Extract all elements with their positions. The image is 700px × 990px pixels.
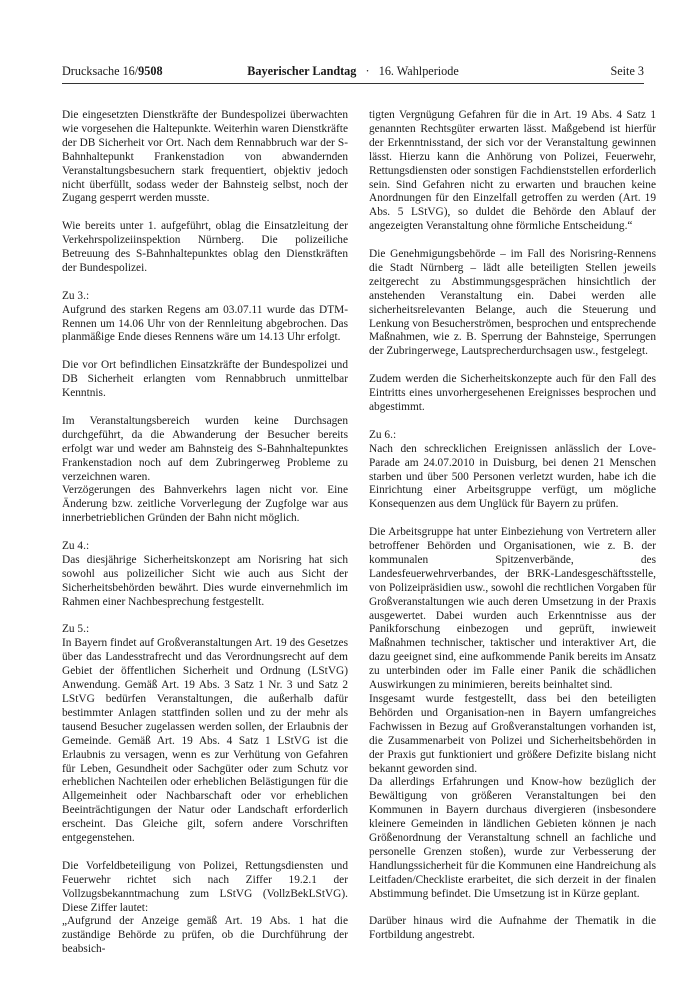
right-column xyxy=(369,109,656,943)
header-separator: · xyxy=(365,64,370,78)
quote-paragraph: „Aufgrund der Anzeige gemäß Art. 19 Abs. 1 hat die zuständige Behörde zu prüfen, ob die Durchführung der beabsich- xyxy=(62,915,348,956)
paragraph: Die Arbeitsgruppe hat unter Einbeziehung von Vertretern aller betroffener Behörden und Organisationen, wie z. B. der kommunalen Spitzenverbände, des Landesfeuerwehrverbandes, der BRK-Landesgeschäftsstelle, von Polizeipräsidien usw., sowohl die rechtlichen Vorgaben für Großveranstaltungen wie auch deren Umsetzung in der Praxis ausgewertet. Dabei wurden auch Erkenntnisse aus der Panikforschung einbezogen und geprüft, inwieweit Maßnahmen technischer, taktischer und interaktiver Art, die dazu geeignet sind, eine aufkommende Panik bereits im Ansatz zu unterbinden oder im Falle einer Panik die schädlichen Auswirkungen zu minimieren, bereits beinhaltet sind. xyxy=(369,526,656,692)
paragraph: Darüber hinaus wird die Aufnahme der Thematik in die Fortbildung angestrebt. xyxy=(369,915,656,942)
section-heading: Zu 5.: xyxy=(62,623,90,636)
paragraph: Verzögerungen des Bahnverkehrs lagen nicht vor. Eine Änderung bzw. zeitliche Vorverlegung der Zugfolge war aus innerbetrieblichen Gründen der Bahn nicht möglich. xyxy=(62,484,348,525)
header-center xyxy=(62,62,644,80)
paragraph: Die Vorfeldbeteiligung von Polizei, Rettungsdiensten und Feuerwehr richtet sich nach Ziffer 19.2.1 der Vollzugsbekanntmachung zum LStVG (VollzBekLStVG). Diese Ziffer lautet: xyxy=(62,859,348,914)
paragraph: Zudem werden die Sicherheitskonzepte auch für den Fall des Eintritts eines unvorhergesehenen Ereignisses besprochen und abgestimmt. xyxy=(369,373,656,413)
paragraph: Da allerdings Erfahrungen und Know-how bezüglich der Bewältigung von größeren Veranstaltungen bei den Kommunen in Bayern durchaus divergieren (insbesondere kleinere Gemeinden in ländlichen Gebieten können je nach Größenordnung der Veranstaltung schnell an fachliche und personelle Grenzen stoßen), wurde zur Verbesserung der Handlungssicherheit für die Kommunen eine Handreichung als Leitfaden/Checkliste erarbeitet, die sich derzeit in der finalen Abstimmung befindet. Die Umsetzung ist in Kürze geplant. xyxy=(369,776,656,900)
paragraph: Im Veranstaltungsbereich wurden keine Durchsagen durchgeführt, da die Abwanderung der Besucher bereits erfolgt war und weder am Bahnsteig des S-Bahnhaltepunktes Frankenstadion noch auf dem Zubringerweg Probleme zu verzeichnen waren. xyxy=(62,414,348,483)
paragraph: Nach den schrecklichen Ereignissen anlässlich der Love-Parade am 24.07.2010 in Duisburg, bei denen 21 Menschen starben und über 500 Personen verletzt wurden, habe ich die Einrichtung einer Arbeitsgruppe verfügt, um mögliche Konsequenzen aus dem Unglück für Bayern zu prüfen. xyxy=(369,442,656,511)
paragraph: Die vor Ort befindlichen Einsatzkräfte der Bundespolizei und DB Sicherheit erlangten vom Rennabbruch unmittelbar Kenntnis. xyxy=(62,359,348,400)
quote-paragraph: tigten Vergnügung Gefahren für die in Art. 19 Abs. 4 Satz 1 genannten Rechtsgüter erwarten lässt. Maßgebend ist hierfür der Erkenntnisstand, der sich vor der Veranstaltung gewinnen lässt. Hierzu kann die Anhörung von Polizei, Feuerwehr, Rettungsdiensten oder sonstigen Fachdienststellen erforderlich sein. Sind Gefahren nicht zu erwarten und brauchen keine Anordnungen für den Einzelfall getroffen zu werden (Art. 19 Abs. 5 LStVG), so duldet die Behörde den Ablauf der angezeigten Veranstaltung ohne förmliche Entscheidung.“ xyxy=(369,109,656,233)
header-rule xyxy=(62,83,644,84)
paragraph: In Bayern findet auf Großveranstaltungen Art. 19 des Gesetzes über das Landesstrafrecht und das Verordnungsrecht auf dem Gebiet der öffentlichen Sicherheit und Ordnung (LStVG) Anwendung. Gemäß Art. 19 Abs. 3 Satz 1 Nr. 3 und Satz 2 LStVG bedürfen Veranstaltungen, die außerhalb dafür bestimmter Anlagen stattfinden sollen und zu der mehr als tausend Besucher zugelassen werden sollen, der Erlaubnis der Gemeinde. Gemäß Art. 19 Abs. 4 Satz 1 LStVG ist die Erlaubnis zu versagen, wenn es zur Verhütung von Gefahren für Leben, Gesundheit oder Sachgüter oder zum Schutz vor erheblichen Nachteilen oder erheblichen Belästigungen für die Allgemeinheit oder Nachbarschaft oder vor erheblichen Beeinträchtigungen der Natur oder Landschaft erforderlich erscheint. Das Gleiche gilt, sofern andere Vorschriften entgegenstehen. xyxy=(62,637,348,845)
page-number: Seite 3 xyxy=(610,64,644,78)
section-heading: Zu 6.: xyxy=(369,428,397,441)
paragraph: Das diesjährige Sicherheitskonzept am Norisring hat sich sowohl aus polizeilicher Sicht wie auch aus Sicht der Sicherheitsbehörden bewährt. Dies wurde einvernehmlich im Rahmen einer Nachbesprechung festgestellt. xyxy=(62,553,348,608)
paragraph: Die Genehmigungsbehörde – im Fall des Norisring-Rennens die Stadt Nürnberg – lädt alle beteiligten Stellen jeweils zeitgerecht zu Abstimmungsgesprächen hinsichtlich der anstehenden Veranstaltung ein. Dabei werden alle sicherheitsrelevanten Belange, auch die Steuerung und Lenkung von Besucherströmen, besprochen und entsprechende Maßnahmen, wie z. B. Sperrung der Bahnsteige, Sperrungen der Zubringerwege, Lautsprecherdurchsagen usw., festgelegt. xyxy=(369,248,656,358)
section-heading: Zu 4.: xyxy=(62,540,90,553)
left-column xyxy=(62,109,348,957)
paragraph: Insgesamt wurde festgestellt, dass bei den beteiligten Behörden und Organisation-nen in Bayern umfangreiches Fachwissen in Bezug auf Großveranstaltungen vorhanden ist, die Zusammenarbeit von Polizei und Sicherheitsbehörden in der Praxis gut funktioniert und größere Defizite bislang nicht bekannt geworden sind. xyxy=(369,693,656,775)
paragraph: Die eingesetzten Dienstkräfte der Bundespolizei überwachten wie vorgesehen die Haltepunkte. Weiterhin waren Dienstkräfte der DB Sicherheit vor Ort. Nach dem Rennabbruch war der S-Bahnhaltepunkt Frankenstadion von abwandernden Veranstaltungsbesuchern stark frequentiert, objektiv jedoch nicht überfüllt, sodass weder der Bahnsteig selbst, noch der Zugang gesperrt werden musste. xyxy=(62,109,348,205)
institution-name: Bayerischer Landtag xyxy=(247,64,357,78)
paragraph: Wie bereits unter 1. aufgeführt, oblag die Einsatzleitung der Verkehrspolizeiinspektion Nürnberg. Die polizeiliche Betreuung des S-Bahnhaltepunktes oblag den Dienstkräften der Bundespolizei. xyxy=(62,220,348,274)
paragraph: Aufgrund des starken Regens am 03.07.11 wurde das DTM-Rennen um 14.06 Uhr von der Rennleitung abgebrochen. Das planmäßige Ende dieses Rennens wäre um 14.13 Uhr erfolgt. xyxy=(62,303,348,344)
document-number-value: 9508 xyxy=(138,64,163,78)
legislative-period: 16. Wahlperiode xyxy=(378,64,459,78)
document-prefix: Drucksache 16/ xyxy=(62,64,139,78)
page-header xyxy=(62,62,644,82)
section-heading: Zu 3.: xyxy=(62,289,90,302)
